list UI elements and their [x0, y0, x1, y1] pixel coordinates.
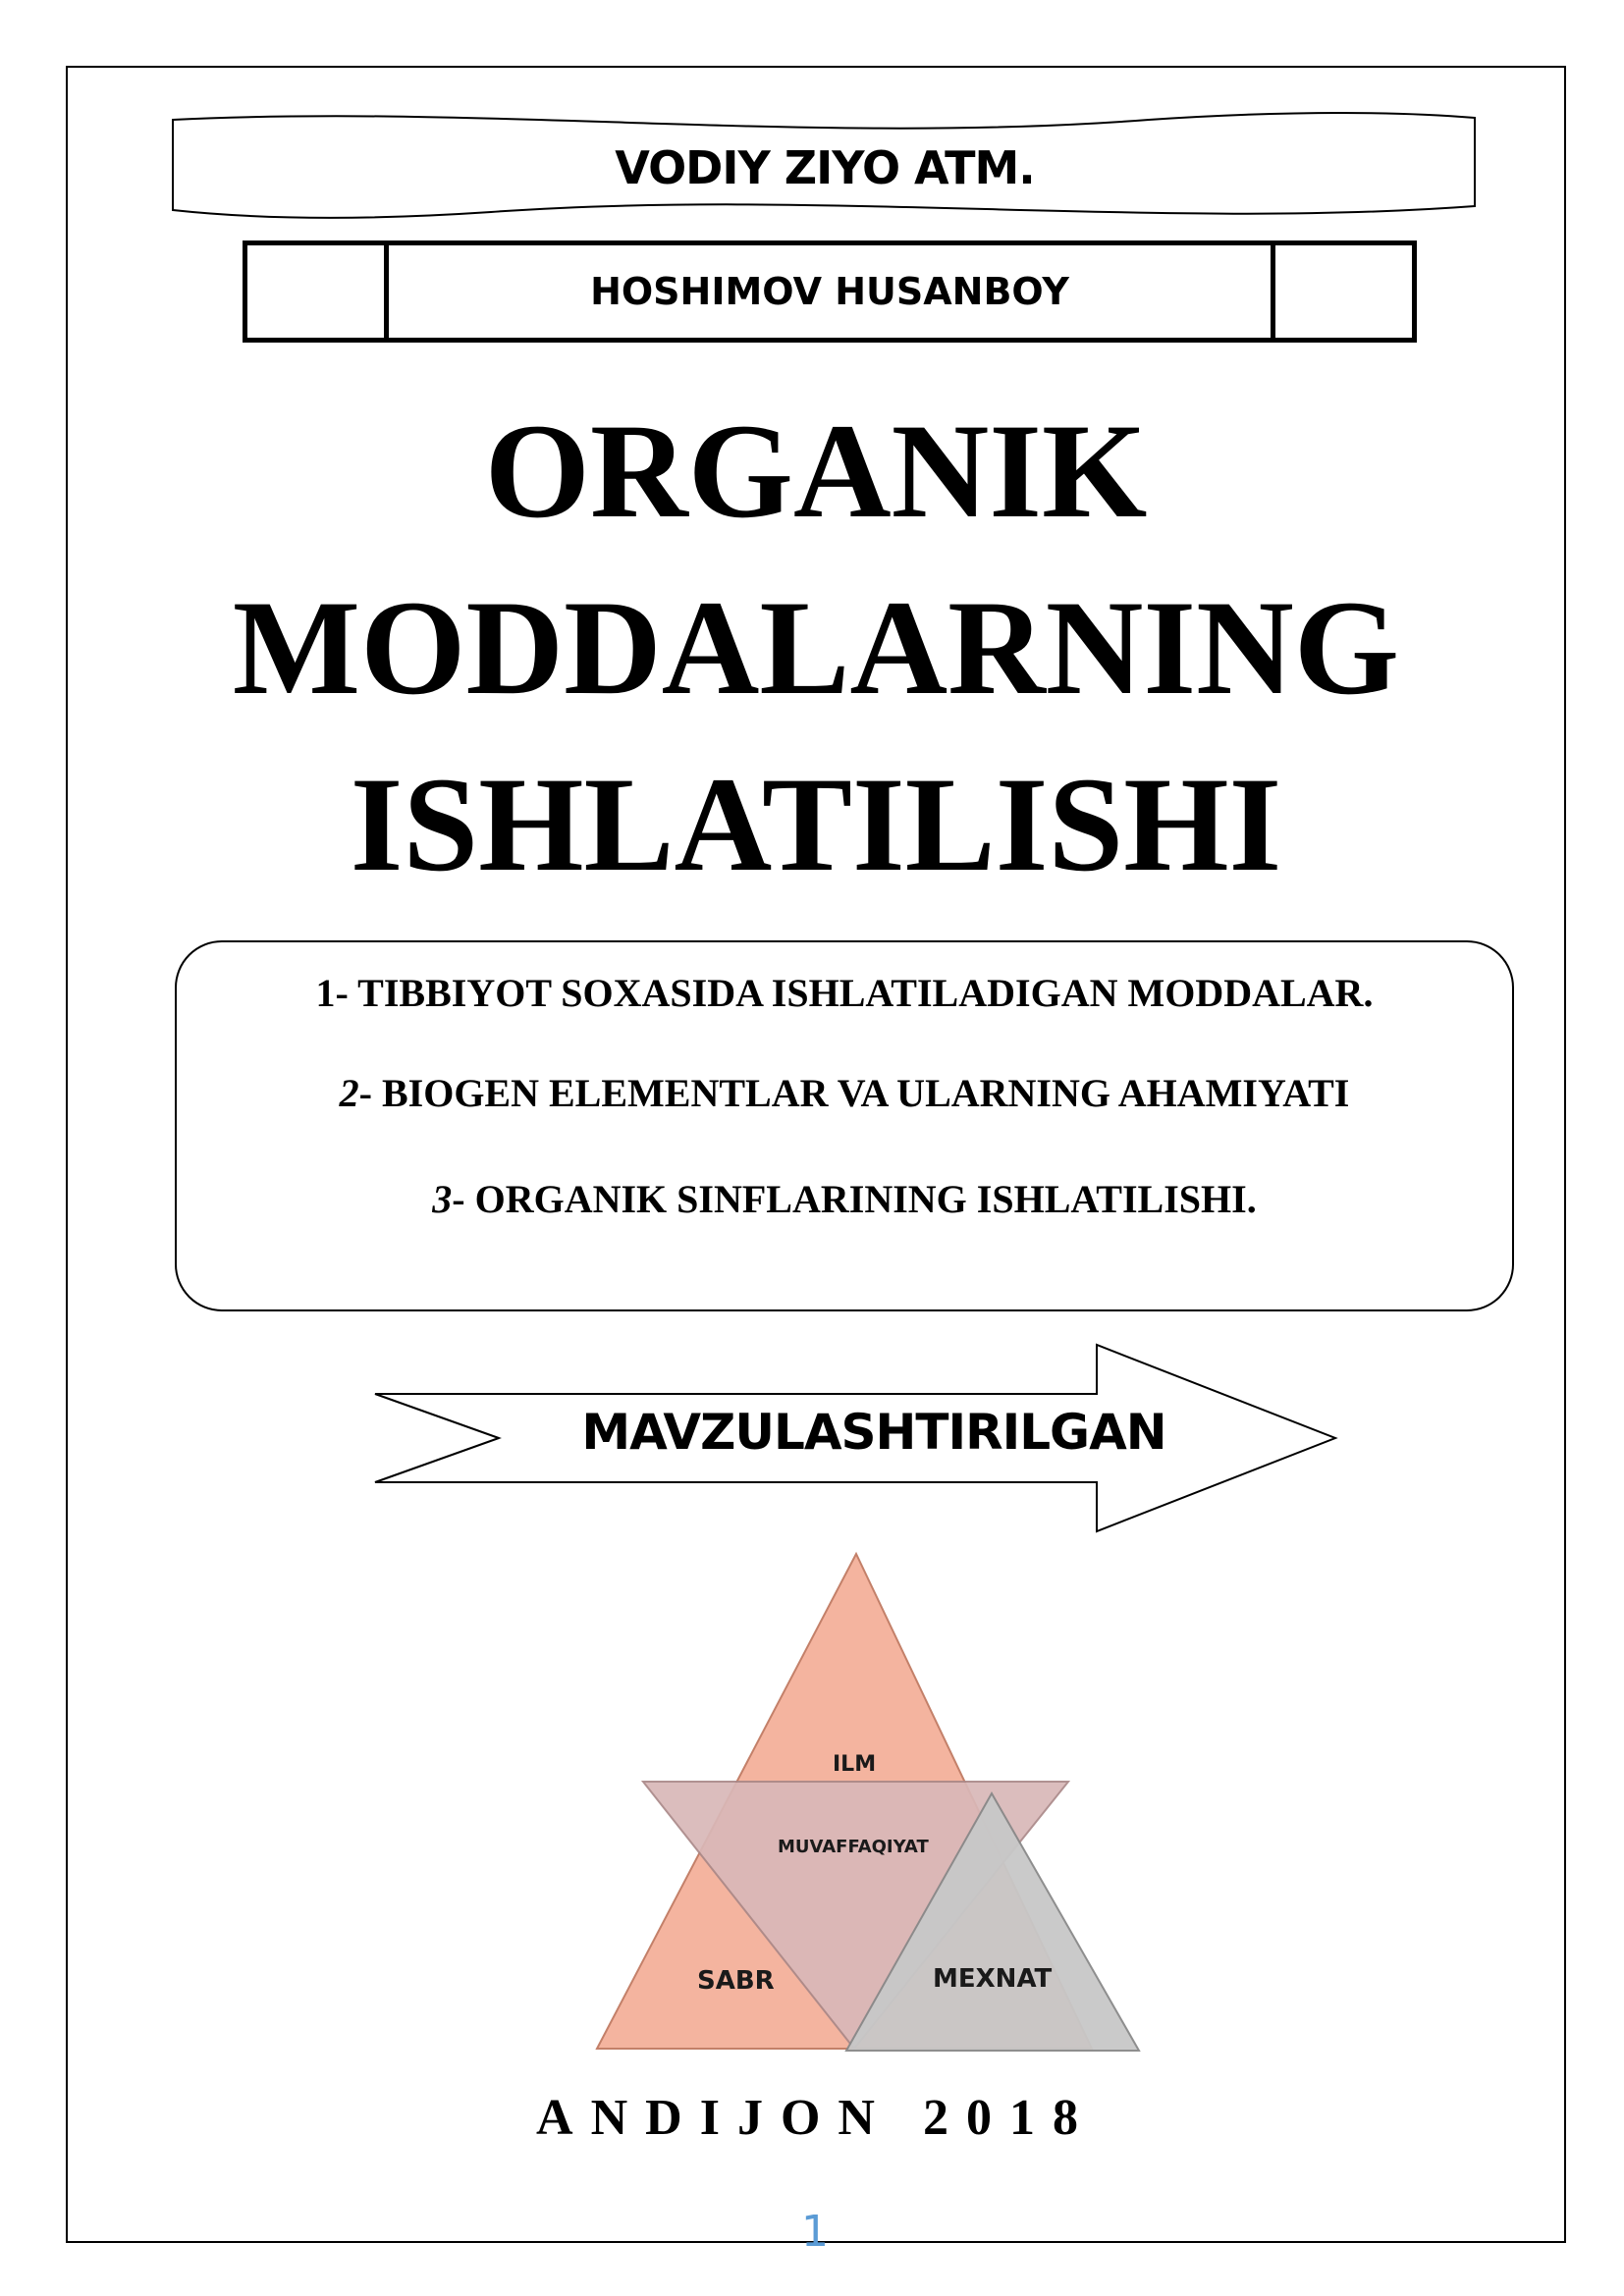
topics-box — [175, 940, 1514, 1311]
label-ilm: ILM — [833, 1752, 877, 1777]
organization-banner — [167, 106, 1483, 224]
author-box-right-cell — [1271, 245, 1412, 338]
topic-item-1 — [177, 970, 1512, 1016]
title-line-1: ORGANIK — [484, 396, 1148, 546]
organization-name: VODIY ZIYO ATM. — [615, 141, 1035, 194]
page-number: 1 — [801, 2207, 829, 2257]
topic-number-1: 1 — [315, 971, 336, 1015]
arrow-label: MAVZULASHTIRILGAN — [581, 1404, 1166, 1461]
values-diagram — [589, 1546, 1149, 2056]
label-sabr: SABR — [697, 1966, 775, 1996]
topic-item-3 — [177, 1176, 1512, 1222]
title-line-2: MODDALARNING — [232, 572, 1400, 722]
topic-arrow — [373, 1343, 1339, 1535]
author-name: HOSHIMOV HUSANBOY — [590, 270, 1069, 313]
city-and-year: ANDIJON 2018 — [536, 2090, 1096, 2146]
topic-item-2 — [177, 1070, 1512, 1116]
triangles-graphic — [589, 1546, 1149, 2056]
topic-text-2: - BIOGEN ELEMENTLAR VA ULARNING AHAMIYATI — [358, 1071, 1350, 1115]
topic-text-3: - ORGANIK SINFLARINING ISHLATILISHI. — [452, 1177, 1257, 1221]
topic-number-2: 2 — [339, 1071, 359, 1115]
author-box — [243, 240, 1417, 343]
topic-text-1: - TIBBIYOT SOXASIDA ISHLATILADIGAN MODDALAR. — [335, 971, 1374, 1015]
topic-number-3: 3 — [432, 1177, 453, 1221]
label-muvaffaqiyat: MUVAFFAQIYAT — [778, 1837, 929, 1857]
title-line-3: ISHLATILISHI — [350, 749, 1282, 899]
label-mexnat: MEXNAT — [933, 1964, 1053, 1994]
document-title — [66, 383, 1566, 913]
author-box-left-cell — [247, 245, 389, 338]
